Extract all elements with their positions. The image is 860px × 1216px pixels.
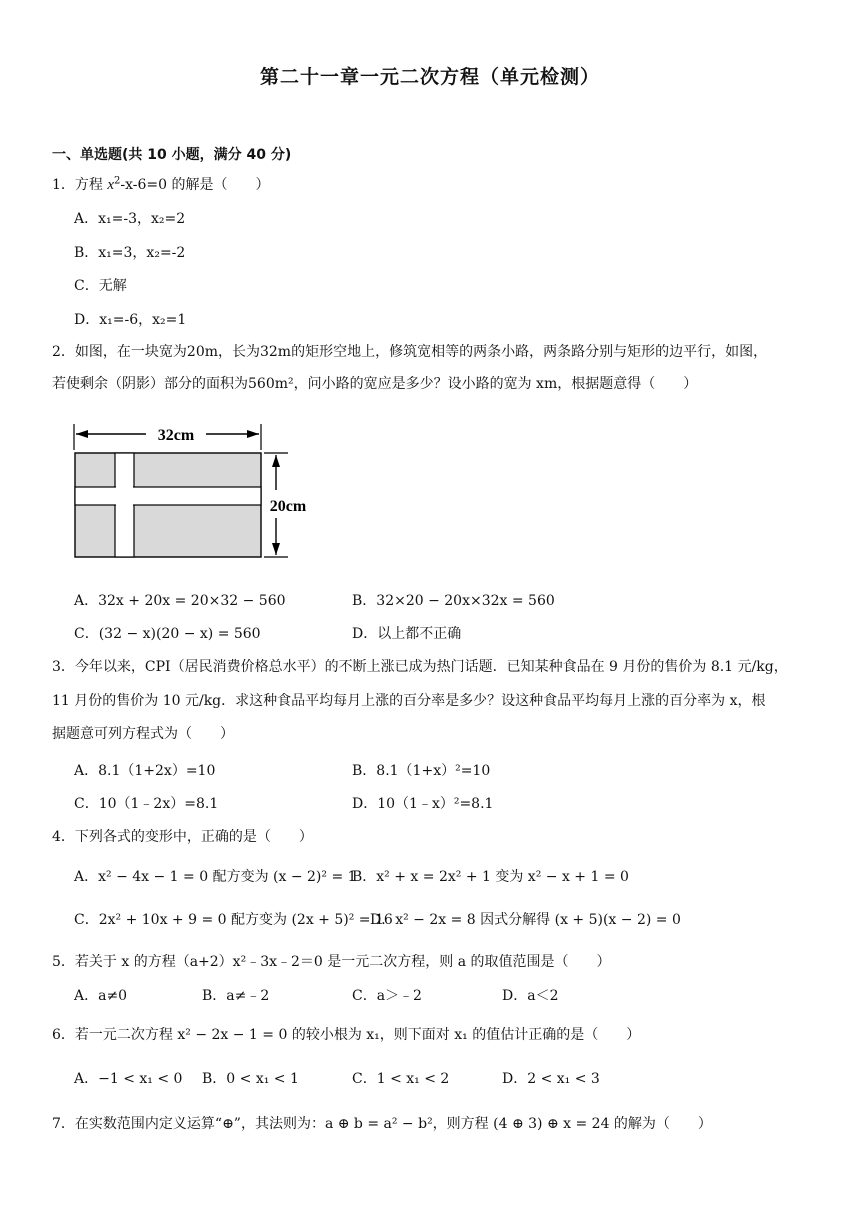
q3-option-d[interactable]: D．10（1﹣x）²=8.1	[352, 796, 494, 812]
question-1-stem	[52, 174, 270, 194]
figure-top-label: 32cm	[157, 427, 195, 444]
q3-option-a[interactable]: A．8.1（1+2x）=10	[74, 763, 216, 779]
q1-stem-c: 2	[114, 175, 121, 187]
q2-option-a[interactable]: A．32x + 20x = 20×32 − 560	[74, 593, 286, 609]
q2-line-1: 2．如图，在一块宽为20m，长为32m的矩形空地上，修筑宽相等的两条小路，两条路分别与矩形的边平行，如图，	[52, 344, 768, 360]
q2-option-b[interactable]: B．32×20 − 20x×32x = 560	[352, 593, 555, 609]
page-title: 第二十一章一元二次方程（单元检测）	[259, 66, 600, 88]
rectangle-figure	[66, 420, 326, 566]
q5-option-d[interactable]: D．a＜2	[502, 988, 559, 1004]
q6-option-b[interactable]: B．0 < x₁ < 1	[202, 1071, 299, 1087]
q2-line-2: 若使剩余（阴影）部分的面积为560m²，问小路的宽应是多少？设小路的宽为 xm，根据题意得（ ）	[52, 376, 698, 392]
q4-stem: 4．下列各式的变形中，正确的是（ ）	[52, 829, 313, 845]
q6-option-a[interactable]: A．−1 < x₁ < 0	[74, 1071, 183, 1087]
q1-option-a[interactable]: A．x₁=-3，x₂=2	[74, 211, 186, 227]
q3-line-3: 据题意可列方程式为（ ）	[52, 726, 234, 742]
q4-option-a[interactable]: A．x² − 4x − 1 = 0 配方变为 (x − 2)² = 1	[74, 869, 357, 885]
q1-option-b[interactable]: B．x₁=3，x₂=-2	[74, 245, 186, 261]
q1-stem-d: -x-6=0 的解是（ ）	[120, 177, 270, 193]
q6-stem: 6．若一元二次方程 x² − 2x − 1 = 0 的较小根为 x₁，则下面对 x₁ 的值估计正确的是（ ）	[52, 1027, 641, 1043]
q3-option-c[interactable]: C．10（1﹣2x）=8.1	[74, 796, 219, 812]
q7-stem: 7．在实数范围内定义运算“⊕”，其法则为：a ⊕ b = a² − b²，则方程 (4 ⊕ 3) ⊕ x = 24 的解为（ ）	[52, 1116, 712, 1132]
q4-option-d[interactable]: D．x² − 2x = 8 因式分解得 (x + 5)(x − 2) = 0	[370, 912, 681, 928]
q3-line-2: 11 月份的售价为 10 元/kg．求这种食品平均每月上涨的百分率是多少？设这种食品平均每月上涨的百分率为 x，根	[52, 693, 766, 709]
q2-option-d[interactable]: D．以上都不正确	[352, 626, 462, 642]
q1-stem-b: x	[107, 177, 115, 193]
q1-option-d[interactable]: D．x₁=-6，x₂=1	[74, 312, 187, 328]
q1-option-c[interactable]: C．无解	[74, 278, 127, 294]
section-heading: 一、单选题(共 10 小题，满分 40 分)	[52, 147, 292, 163]
q3-line-1: 3．今年以来，CPI（居民消费价格总水平）的不断上涨已成为热门话题．已知某种食品在 9 月份的售价为 8.1 元/kg，	[52, 659, 788, 675]
q3-option-b[interactable]: B．8.1（1+x）²=10	[352, 763, 491, 779]
q5-option-a[interactable]: A．a≠0	[74, 988, 128, 1004]
q6-option-d[interactable]: D．2 < x₁ < 3	[502, 1071, 600, 1087]
q4-option-c[interactable]: C．2x² + 10x + 9 = 0 配方变为 (2x + 5)² = 16	[74, 912, 393, 928]
q1-stem-a: 1．方程	[52, 177, 108, 193]
q4-option-b[interactable]: B．x² + x = 2x² + 1 变为 x² − x + 1 = 0	[352, 869, 629, 885]
q5-stem: 5．若关于 x 的方程（a+2）x²﹣3x﹣2＝0 是一元二次方程，则 a 的取值范围是（ ）	[52, 954, 611, 970]
q5-option-c[interactable]: C．a＞﹣2	[352, 988, 422, 1004]
q2-option-c[interactable]: C．(32 − x)(20 − x) = 560	[74, 626, 261, 642]
q5-option-b[interactable]: B．a≠﹣2	[202, 988, 270, 1004]
figure-right-label: 20cm	[269, 498, 307, 515]
q6-option-c[interactable]: C．1 < x₁ < 2	[352, 1071, 450, 1087]
